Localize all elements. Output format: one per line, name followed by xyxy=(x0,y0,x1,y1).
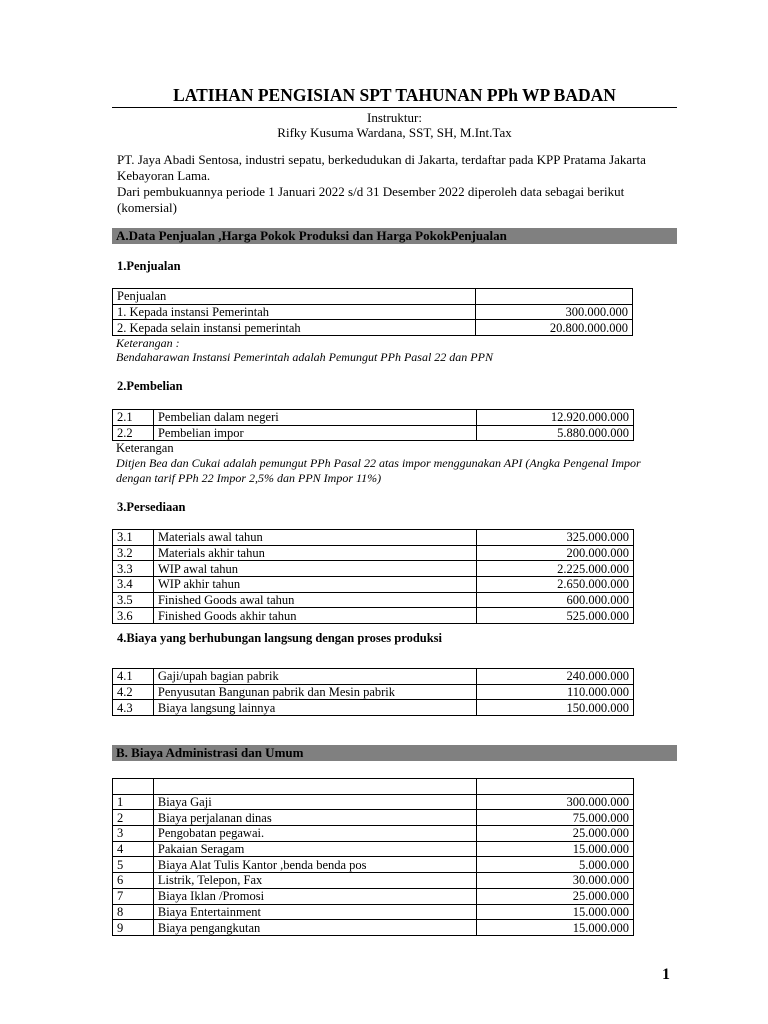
row-number: 3.1 xyxy=(113,530,154,546)
row-value: 5.000.000 xyxy=(477,857,634,873)
row-value: 20.800.000.000 xyxy=(476,320,633,336)
row-value: 30.000.000 xyxy=(477,873,634,889)
table-row xyxy=(113,530,634,546)
row-value: 15.000.000 xyxy=(477,841,634,857)
row-label: Biaya Entertainment xyxy=(153,904,477,920)
row-number: 3.6 xyxy=(113,608,154,624)
table-row xyxy=(113,410,634,426)
row-label: Biaya Iklan /Promosi xyxy=(153,888,477,904)
row-number: 3.5 xyxy=(113,592,154,608)
persediaan-table xyxy=(112,529,634,624)
row-label: WIP akhir tahun xyxy=(153,577,476,593)
biaya-administrasi-table xyxy=(112,778,634,936)
table-row xyxy=(113,289,633,305)
row-value: 12.920.000.000 xyxy=(477,410,634,426)
row-label: Biaya Alat Tulis Kantor ,benda benda pos xyxy=(153,857,477,873)
row-label: Biaya perjalanan dinas xyxy=(153,810,477,826)
row-label: Gaji/upah bagian pabrik xyxy=(153,669,477,685)
table-row xyxy=(113,592,634,608)
pembelian-note-text: Ditjen Bea dan Cukai adalah pemungut PPh Pasal 22 atas impor menggunakan API (Angka Pengenal Impor dengan tarif PPh 22 Impor 2,5% dan PPN Impor 11%) xyxy=(116,456,641,485)
row-value: 240.000.000 xyxy=(477,669,634,685)
table-row xyxy=(113,794,634,810)
row-number: 4.1 xyxy=(113,669,154,685)
penjualan-heading: 1.Penjualan xyxy=(117,259,181,273)
row-value: 25.000.000 xyxy=(477,826,634,842)
row-value: 2.650.000.000 xyxy=(477,577,634,593)
table-row xyxy=(113,684,634,700)
pembelian-table xyxy=(112,409,634,441)
penjualan-header-label: Penjualan xyxy=(113,289,476,305)
row-value: 15.000.000 xyxy=(477,920,634,936)
row-number: 8 xyxy=(113,904,154,920)
pembelian-heading: 2.Pembelian xyxy=(117,379,183,393)
instructor-name: Rifky Kusuma Wardana, SST, SH, M.Int.Tax xyxy=(277,125,512,140)
row-number: 4 xyxy=(113,841,154,857)
table-row xyxy=(113,888,634,904)
table-row xyxy=(113,826,634,842)
row-value: 300.000.000 xyxy=(477,794,634,810)
table-row-blank xyxy=(113,779,634,795)
row-number: 5 xyxy=(113,857,154,873)
row-label: Pakaian Seragam xyxy=(153,841,477,857)
row-number: 3.2 xyxy=(113,545,154,561)
table-row xyxy=(113,577,634,593)
table-row xyxy=(113,304,633,320)
table-row xyxy=(113,873,634,889)
row-value: 525.000.000 xyxy=(477,608,634,624)
instructor-label: Instruktur: xyxy=(367,110,422,125)
table-row xyxy=(113,425,634,441)
table-row xyxy=(113,841,634,857)
section-a-title: A.Data Penjualan ,Harga Pokok Produksi dan Harga PokokPenjualan xyxy=(112,228,677,244)
page-number: 1 xyxy=(662,966,670,983)
page-title: LATIHAN PENGISIAN SPT TAHUNAN PPh WP BADAN xyxy=(173,85,616,105)
intro-line-2: Dari pembukuannya periode 1 Januari 2022 s/d 31 Desember 2022 diperoleh data sebagai berikut (komersial) xyxy=(117,184,625,215)
row-value: 25.000.000 xyxy=(477,888,634,904)
penjualan-note-label: Keterangan : xyxy=(116,336,180,350)
row-number: 3 xyxy=(113,826,154,842)
intro-line-1: PT. Jaya Abadi Sentosa, industri sepatu, berkedudukan di Jakarta, terdaftar pada KPP Pratama Jakarta Kebayoran Lama. xyxy=(117,152,646,183)
row-value: 5.880.000.000 xyxy=(477,425,634,441)
persediaan-heading: 3.Persediaan xyxy=(117,500,186,514)
row-label: Materials awal tahun xyxy=(153,530,476,546)
row-value: 2.225.000.000 xyxy=(477,561,634,577)
row-number: 4.3 xyxy=(113,700,154,716)
row-label: Finished Goods awal tahun xyxy=(153,592,476,608)
table-row xyxy=(113,904,634,920)
row-value: 110.000.000 xyxy=(477,684,634,700)
table-row xyxy=(113,920,634,936)
row-label: Penyusutan Bangunan pabrik dan Mesin pabrik xyxy=(153,684,477,700)
table-row xyxy=(113,700,634,716)
row-number: 7 xyxy=(113,888,154,904)
row-number: 2.1 xyxy=(113,410,154,426)
row-label: Biaya langsung lainnya xyxy=(153,700,477,716)
penjualan-table xyxy=(112,288,633,336)
row-value: 325.000.000 xyxy=(477,530,634,546)
row-number: 1 xyxy=(113,794,154,810)
row-label: Pengobatan pegawai. xyxy=(153,826,477,842)
row-label: Finished Goods akhir tahun xyxy=(153,608,476,624)
row-value: 15.000.000 xyxy=(477,904,634,920)
row-value: 600.000.000 xyxy=(477,592,634,608)
section-b-title: B. Biaya Administrasi dan Umum xyxy=(112,745,677,761)
row-value: 200.000.000 xyxy=(477,545,634,561)
table-row xyxy=(113,608,634,624)
biaya-produksi-table xyxy=(112,668,634,716)
row-number: 2 xyxy=(113,810,154,826)
row-label: Biaya pengangkutan xyxy=(153,920,477,936)
biaya-produksi-heading: 4.Biaya yang berhubungan langsung dengan proses produksi xyxy=(117,631,443,645)
row-label: Materials akhir tahun xyxy=(153,545,476,561)
row-number: 9 xyxy=(113,920,154,936)
row-value: 300.000.000 xyxy=(476,304,633,320)
row-number: 6 xyxy=(113,873,154,889)
table-row xyxy=(113,320,633,336)
row-number: 3.4 xyxy=(113,577,154,593)
row-label: Biaya Gaji xyxy=(153,794,477,810)
row-label: Listrik, Telepon, Fax xyxy=(153,873,477,889)
pembelian-note-label: Keterangan xyxy=(116,441,174,455)
row-label: Pembelian dalam negeri xyxy=(153,410,476,426)
table-row xyxy=(113,545,634,561)
row-label: 1. Kepada instansi Pemerintah xyxy=(113,304,476,320)
row-number: 3.3 xyxy=(113,561,154,577)
row-number: 2.2 xyxy=(113,425,154,441)
table-row xyxy=(113,810,634,826)
row-value: 150.000.000 xyxy=(477,700,634,716)
title-underline xyxy=(112,107,677,108)
penjualan-note-text: Bendaharawan Instansi Pemerintah adalah Pemungut PPh Pasal 22 dan PPN xyxy=(116,350,493,364)
row-label: 2. Kepada selain instansi pemerintah xyxy=(113,320,476,336)
row-number: 4.2 xyxy=(113,684,154,700)
row-label: WIP awal tahun xyxy=(153,561,476,577)
table-row xyxy=(113,561,634,577)
row-label: Pembelian impor xyxy=(153,425,476,441)
table-row xyxy=(113,669,634,685)
penjualan-header-value xyxy=(476,289,633,305)
table-row xyxy=(113,857,634,873)
row-value: 75.000.000 xyxy=(477,810,634,826)
